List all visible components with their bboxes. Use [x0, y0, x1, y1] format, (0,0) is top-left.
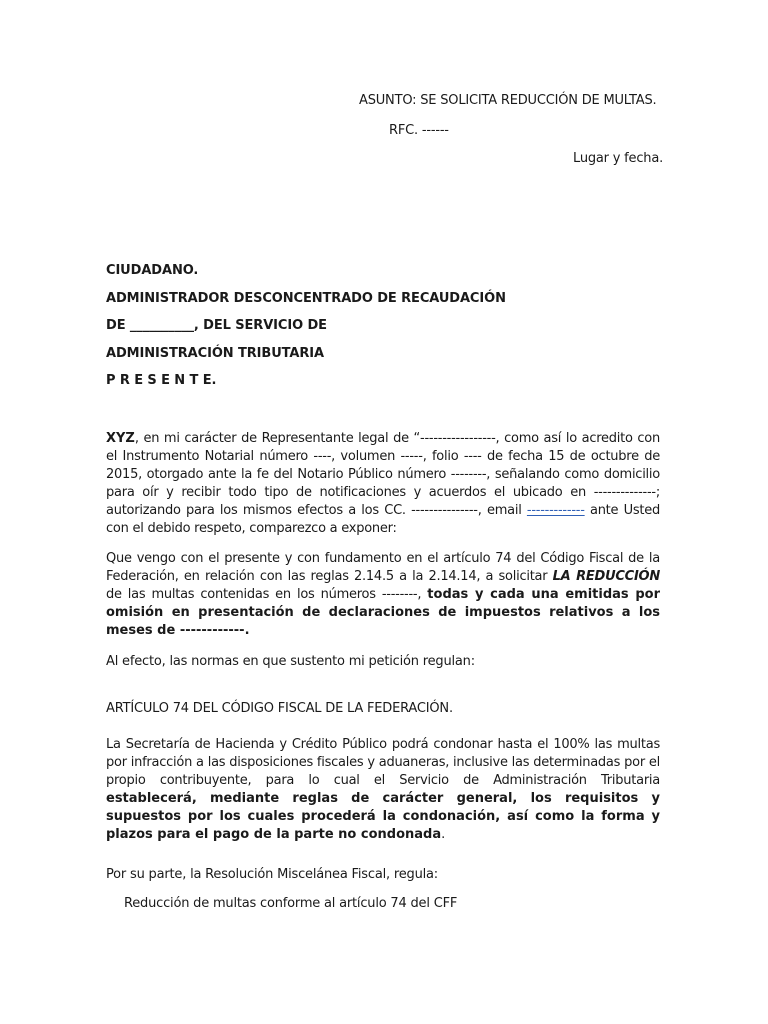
article-paragraph: La Secretaría de Hacienda y Crédito Público podrá condonar hasta el 100% las multas por infracción a las disposiciones fiscales y aduaneras, inclusive las determinadas por el propio contribuyente, para lo cual el Servicio de Administración Tributaria establecerá, mediante reglas de carácter general, los requisitos y supuestos por los cuales procederá la condonación, así como la forma y plazos para el pago de la parte no condonada. — [106, 737, 660, 842]
subheading-reduction: Reducción de multas conforme al artículo 74 del CFF — [124, 896, 458, 911]
subject-line: ASUNTO: SE SOLICITA REDUCCIÓN DE MULTAS. — [359, 93, 657, 108]
representative-name: XYZ — [106, 431, 135, 446]
addressee-line-5: P R E S E N T E. — [106, 373, 217, 388]
request-bold-text: todas y cada una emitidas por omisión en presentación de declaraciones de impuestos relativos a los meses de ------------. — [106, 587, 660, 638]
addressee-line-4: ADMINISTRACIÓN TRIBUTARIA — [106, 346, 324, 361]
norms-paragraph: Al efecto, las normas en que sustento mi petición regulan: — [106, 654, 475, 669]
intro-paragraph: XYZ, en mi carácter de Representante legal de “-----------------, como así lo acredito con el Instrumento Notarial número ----, volumen -----, folio ---- de fecha 15 de octubre de 2015, otorgado ante la fe del Notario Público número --------, señalando como domicilio para oír y recibir todo tipo de notificaciones y acuerdos el ubicado en --------------; autorizando para los mismos efectos a los CC. ---------------, email ------------- ante Usted con el debido respeto, comparezco a exponer: — [106, 431, 661, 536]
rfc-line: RFC. ------ — [389, 123, 449, 138]
place-date-line: Lugar y fecha. — [573, 151, 664, 166]
addressee-line-2: ADMINISTRADOR DESCONCENTRADO DE RECAUDACIÓN — [106, 291, 506, 306]
email-link[interactable]: ------------- — [526, 503, 585, 518]
request-paragraph: Que vengo con el presente y con fundamento en el artículo 74 del Código Fiscal de la Federación, en relación con las reglas 2.14.5 a la 2.14.14, a solicitar LA REDUCCIÓN de las multas contenidas en los números --------, todas y cada una emitidas por omisión en presentación de declaraciones de impuestos relativos a los meses de ------------. — [106, 551, 660, 638]
reduction-emphasis: LA REDUCCIÓN — [552, 569, 660, 584]
addressee-line-1: CIUDADANO. — [106, 263, 199, 278]
addressee-line-3: DE __________, DEL SERVICIO DE — [106, 318, 327, 333]
miscellaneous-paragraph: Por su parte, la Resolución Miscelánea Fiscal, regula: — [106, 867, 438, 882]
article-title: ARTÍCULO 74 DEL CÓDIGO FISCAL DE LA FEDERACIÓN. — [106, 701, 453, 716]
article-bold-text: establecerá, mediante reglas de carácter general, los requisitos y supuestos por los cuales procederá la condonación, así como la forma y plazos para el pago de la parte no condonada — [106, 791, 660, 842]
